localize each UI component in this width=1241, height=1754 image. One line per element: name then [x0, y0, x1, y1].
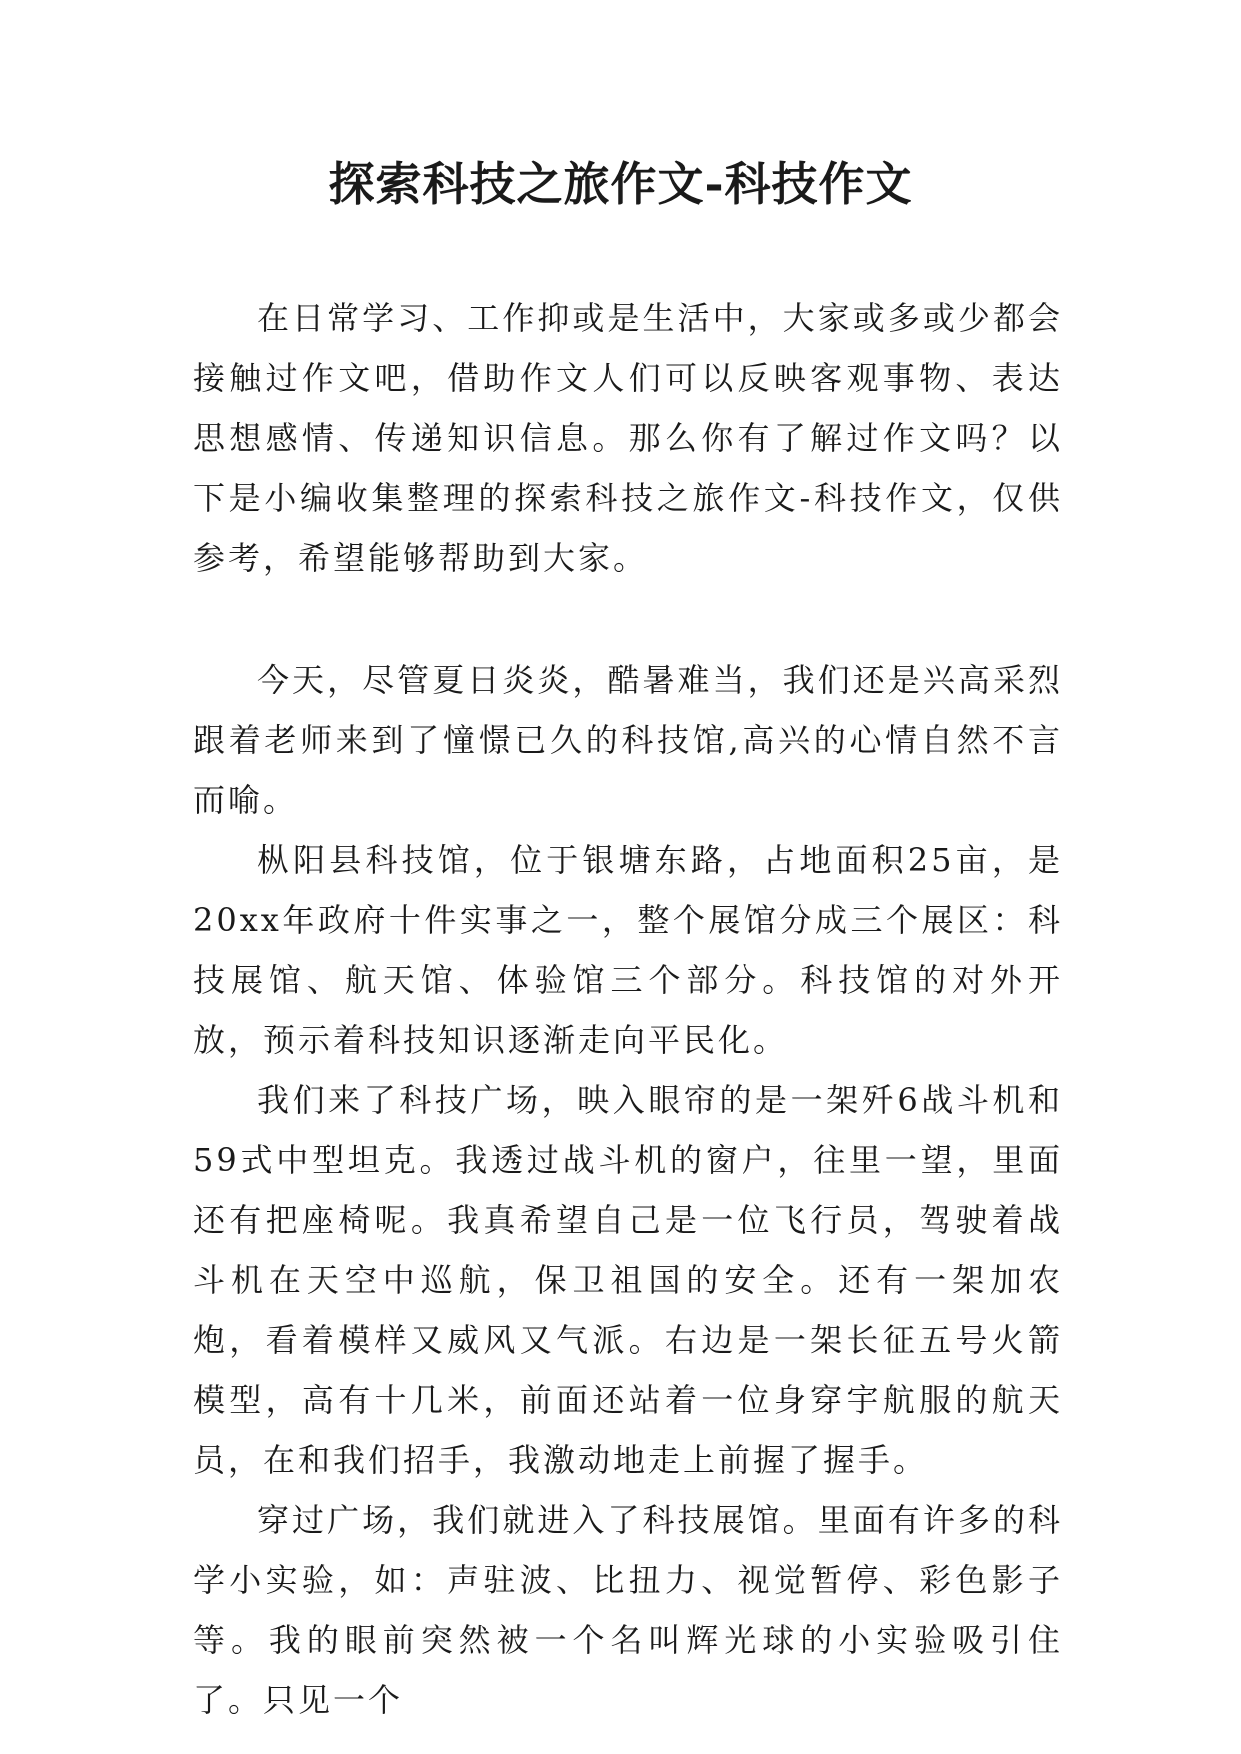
document-body [193, 288, 1063, 1730]
paragraph-museum-info: 枞阳县科技馆，位于银塘东路，占地面积25亩，是20xx年政府十件实事之一，整个展馆分成三个展区：科技展馆、航天馆、体验馆三个部分。科技馆的对外开放，预示着科技知识逐渐走向平民化。 [193, 841, 1063, 1059]
document-title: 探索科技之旅作文-科技作文 [328, 157, 913, 211]
paragraph-plaza: 我们来了科技广场，映入眼帘的是一架歼6战斗机和59式中型坦克。我透过战斗机的窗户，往里一望，里面还有把座椅呢。我真希望自己是一位飞行员，驾驶着战斗机在天空中巡航，保卫祖国的安全。还有一架加农炮，看着模样又威风又气派。右边是一架长征五号火箭模型，高有十几米，前面还站着一位身穿宇航服的航天员，在和我们招手，我激动地走上前握了握手。 [193, 1081, 1063, 1479]
paragraph-intro: 在日常学习、工作抑或是生活中，大家或多或少都会接触过作文吧，借助作文人们可以反映客观事物、表达思想感情、传递知识信息。那么你有了解过作文吗？以下是小编收集整理的探索科技之旅作文-科技作文，仅供参考，希望能够帮助到大家。 [193, 299, 1063, 577]
paragraph-visit: 今天，尽管夏日炎炎，酷暑难当，我们还是兴高采烈跟着老师来到了憧憬已久的科技馆,高兴的心情自然不言而喻。 [193, 661, 1063, 819]
paragraph-exhibition-hall: 穿过广场，我们就进入了科技展馆。里面有许多的科学小实验，如：声驻波、比扭力、视觉暂停、彩色影子等。我的眼前突然被一个名叫辉光球的小实验吸引住了。只见一个 [193, 1501, 1063, 1719]
paragraph-gap [193, 588, 1063, 650]
